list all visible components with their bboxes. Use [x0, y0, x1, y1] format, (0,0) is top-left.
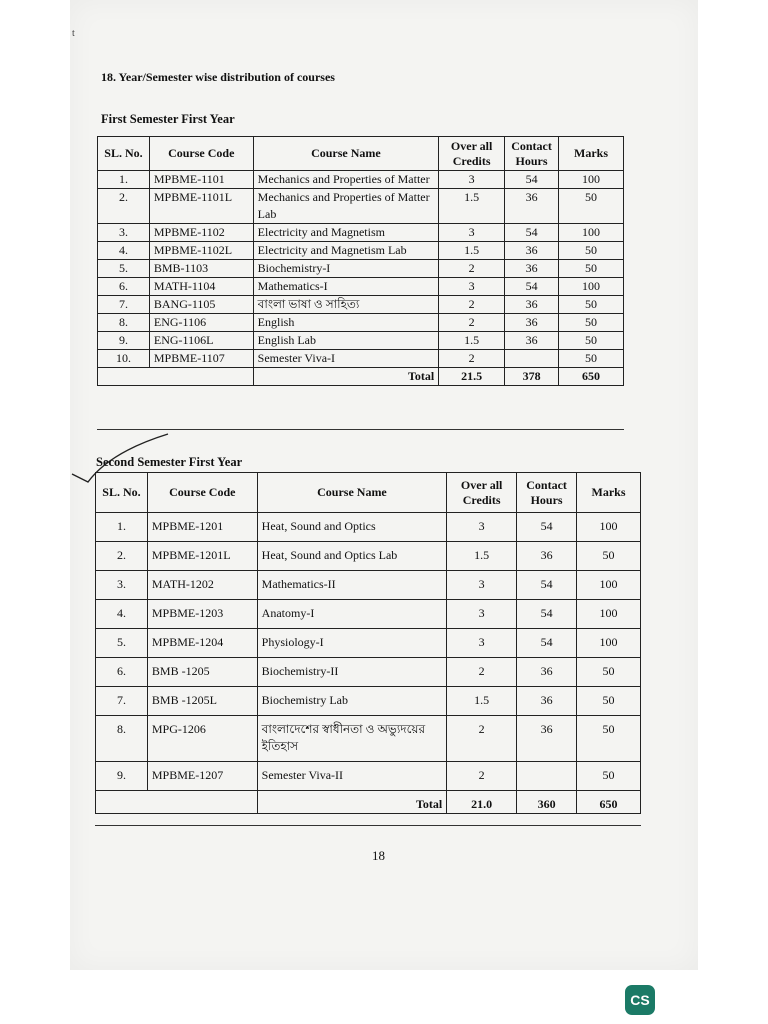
row-course-name: Heat, Sound and Optics Lab: [257, 542, 447, 571]
row-course-name: বাংলা ভাষা ও সাহিত্য: [253, 296, 439, 314]
table-row: [98, 314, 624, 332]
row-credits: 1.5: [447, 542, 517, 571]
table-row: [98, 171, 624, 189]
row-marks: 50: [559, 332, 624, 350]
row-course-name: English: [253, 314, 439, 332]
row-credits: 2: [447, 658, 517, 687]
row-course-code: MPBME-1107: [149, 350, 253, 368]
row-credits: 3: [439, 171, 505, 189]
table-row: [96, 629, 641, 658]
row-marks: 50: [577, 658, 641, 687]
row-marks: 100: [559, 224, 624, 242]
row-credits: 3: [447, 600, 517, 629]
row-credits: 1.5: [447, 687, 517, 716]
col-credits-header: Over all Credits: [439, 137, 505, 171]
semester1-table: [97, 136, 624, 386]
row-sl: 8.: [96, 716, 148, 762]
table1-bottom-rule: [97, 429, 624, 430]
total-blank: [98, 368, 254, 386]
row-sl: 5.: [98, 260, 150, 278]
row-course-name: Physiology-I: [257, 629, 447, 658]
row-course-name: Anatomy-I: [257, 600, 447, 629]
table-row: [98, 260, 624, 278]
row-marks: 100: [577, 629, 641, 658]
table-row: [96, 542, 641, 571]
semester2-table: [95, 472, 641, 814]
total-row: [98, 368, 624, 386]
table-row: [96, 716, 641, 762]
row-credits: 2: [439, 350, 505, 368]
row-sl: 4.: [98, 242, 150, 260]
total-marks: 650: [577, 791, 641, 814]
row-marks: 50: [559, 260, 624, 278]
row-sl: 3.: [96, 571, 148, 600]
col-name-header: Course Name: [253, 137, 439, 171]
camscanner-logo-icon: CS: [625, 985, 655, 1015]
table-row: [98, 332, 624, 350]
row-contact-hours: 36: [505, 189, 559, 224]
row-credits: 2: [439, 260, 505, 278]
row-marks: 50: [559, 189, 624, 224]
row-credits: 2: [447, 762, 517, 791]
table-row: [98, 296, 624, 314]
row-contact-hours: 36: [505, 242, 559, 260]
row-sl: 9.: [98, 332, 150, 350]
row-course-code: ENG-1106: [149, 314, 253, 332]
row-course-code: MPBME-1102L: [149, 242, 253, 260]
row-sl: 9.: [96, 762, 148, 791]
row-contact-hours: 36: [517, 542, 577, 571]
col-code-header: Course Code: [149, 137, 253, 171]
col-sl-header: SL. No.: [96, 473, 148, 513]
total-label: Total: [257, 791, 447, 814]
row-sl: 5.: [96, 629, 148, 658]
row-course-code: MPG-1206: [147, 716, 257, 762]
row-credits: 3: [447, 571, 517, 600]
table-row: [96, 658, 641, 687]
row-marks: 100: [577, 600, 641, 629]
table-row: [96, 571, 641, 600]
row-marks: 50: [577, 762, 641, 791]
scan-mark: t: [72, 28, 75, 39]
row-contact-hours: 36: [505, 260, 559, 278]
row-course-code: ENG-1106L: [149, 332, 253, 350]
table-row: [98, 224, 624, 242]
row-marks: 100: [559, 278, 624, 296]
row-course-name: Biochemistry-II: [257, 658, 447, 687]
table-row: [96, 762, 641, 791]
row-course-code: MPBME-1204: [147, 629, 257, 658]
row-sl: 3.: [98, 224, 150, 242]
row-credits: 3: [447, 629, 517, 658]
row-marks: 50: [577, 716, 641, 762]
row-credits: 1.5: [439, 189, 505, 224]
row-course-code: BMB -1205L: [147, 687, 257, 716]
row-contact-hours: 54: [505, 278, 559, 296]
row-contact-hours: [517, 762, 577, 791]
row-credits: 1.5: [439, 332, 505, 350]
table2-bottom-rule: [95, 825, 641, 826]
semester2-title: Second Semester First Year: [96, 455, 243, 469]
row-course-code: BANG-1105: [149, 296, 253, 314]
col-marks-header: Marks: [577, 473, 641, 513]
total-credits: 21.0: [447, 791, 517, 814]
row-marks: 50: [577, 687, 641, 716]
table-row: [96, 513, 641, 542]
row-contact-hours: 54: [505, 171, 559, 189]
total-hours: 378: [505, 368, 559, 386]
row-sl: 7.: [96, 687, 148, 716]
row-course-code: MATH-1104: [149, 278, 253, 296]
table-row: [96, 600, 641, 629]
section-heading: 18. Year/Semester wise distribution of courses: [101, 70, 335, 84]
row-sl: 1.: [96, 513, 148, 542]
col-hours-header: Contact Hours: [505, 137, 559, 171]
row-marks: 100: [559, 171, 624, 189]
row-contact-hours: 54: [505, 224, 559, 242]
row-course-code: MPBME-1101L: [149, 189, 253, 224]
row-credits: 3: [439, 224, 505, 242]
row-course-name: Heat, Sound and Optics: [257, 513, 447, 542]
row-contact-hours: 36: [505, 332, 559, 350]
row-sl: 7.: [98, 296, 150, 314]
row-contact-hours: 54: [517, 513, 577, 542]
row-credits: 3: [447, 513, 517, 542]
page-number: 18: [372, 848, 385, 863]
row-course-name: Biochemistry-I: [253, 260, 439, 278]
row-sl: 2.: [98, 189, 150, 224]
table-row: [98, 278, 624, 296]
row-marks: 100: [577, 571, 641, 600]
row-course-name: Mathematics-I: [253, 278, 439, 296]
total-row: [96, 791, 641, 814]
table-header-row: [98, 137, 624, 171]
row-sl: 10.: [98, 350, 150, 368]
table-row: [98, 242, 624, 260]
row-marks: 50: [559, 350, 624, 368]
row-contact-hours: [505, 350, 559, 368]
table-row: [98, 189, 624, 224]
row-sl: 8.: [98, 314, 150, 332]
col-name-header: Course Name: [257, 473, 447, 513]
row-credits: 3: [439, 278, 505, 296]
row-contact-hours: 54: [517, 600, 577, 629]
total-hours: 360: [517, 791, 577, 814]
row-course-code: BMB -1205: [147, 658, 257, 687]
row-course-name: Mathematics-II: [257, 571, 447, 600]
total-credits: 21.5: [439, 368, 505, 386]
row-marks: 50: [559, 296, 624, 314]
row-credits: 1.5: [439, 242, 505, 260]
row-sl: 6.: [96, 658, 148, 687]
row-contact-hours: 36: [505, 314, 559, 332]
row-course-code: MPBME-1102: [149, 224, 253, 242]
row-contact-hours: 36: [517, 687, 577, 716]
total-marks: 650: [559, 368, 624, 386]
row-course-name: English Lab: [253, 332, 439, 350]
table-row: [96, 687, 641, 716]
row-course-code: BMB-1103: [149, 260, 253, 278]
row-sl: 2.: [96, 542, 148, 571]
row-contact-hours: 54: [517, 629, 577, 658]
row-course-name: Electricity and Magnetism: [253, 224, 439, 242]
row-course-name: Electricity and Magnetism Lab: [253, 242, 439, 260]
row-course-name: Semester Viva-I: [253, 350, 439, 368]
row-contact-hours: 36: [517, 658, 577, 687]
col-sl-header: SL. No.: [98, 137, 150, 171]
row-course-code: MPBME-1203: [147, 600, 257, 629]
row-sl: 4.: [96, 600, 148, 629]
row-contact-hours: 36: [505, 296, 559, 314]
row-course-name: Mechanics and Properties of Matter Lab: [253, 189, 439, 224]
row-course-name: বাংলাদেশের স্বাধীনতা ও অভ্যুদয়ের ইতিহাস: [257, 716, 447, 762]
row-marks: 50: [577, 542, 641, 571]
row-course-code: MPBME-1101: [149, 171, 253, 189]
col-marks-header: Marks: [559, 137, 624, 171]
row-course-code: MPBME-1201L: [147, 542, 257, 571]
row-course-name: Mechanics and Properties of Matter: [253, 171, 439, 189]
row-credits: 2: [439, 296, 505, 314]
total-blank: [96, 791, 258, 814]
row-course-code: MPBME-1207: [147, 762, 257, 791]
semester1-title: First Semester First Year: [101, 112, 235, 126]
col-code-header: Course Code: [147, 473, 257, 513]
row-marks: 50: [559, 242, 624, 260]
total-label: Total: [253, 368, 439, 386]
row-marks: 50: [559, 314, 624, 332]
row-sl: 1.: [98, 171, 150, 189]
col-hours-header: Contact Hours: [517, 473, 577, 513]
row-credits: 2: [439, 314, 505, 332]
row-sl: 6.: [98, 278, 150, 296]
row-marks: 100: [577, 513, 641, 542]
row-course-code: MATH-1202: [147, 571, 257, 600]
col-credits-header: Over all Credits: [447, 473, 517, 513]
row-credits: 2: [447, 716, 517, 762]
row-course-name: Semester Viva-II: [257, 762, 447, 791]
row-contact-hours: 54: [517, 571, 577, 600]
table-row: [98, 350, 624, 368]
table-header-row: [96, 473, 641, 513]
row-course-name: Biochemistry Lab: [257, 687, 447, 716]
row-course-code: MPBME-1201: [147, 513, 257, 542]
row-contact-hours: 36: [517, 716, 577, 762]
